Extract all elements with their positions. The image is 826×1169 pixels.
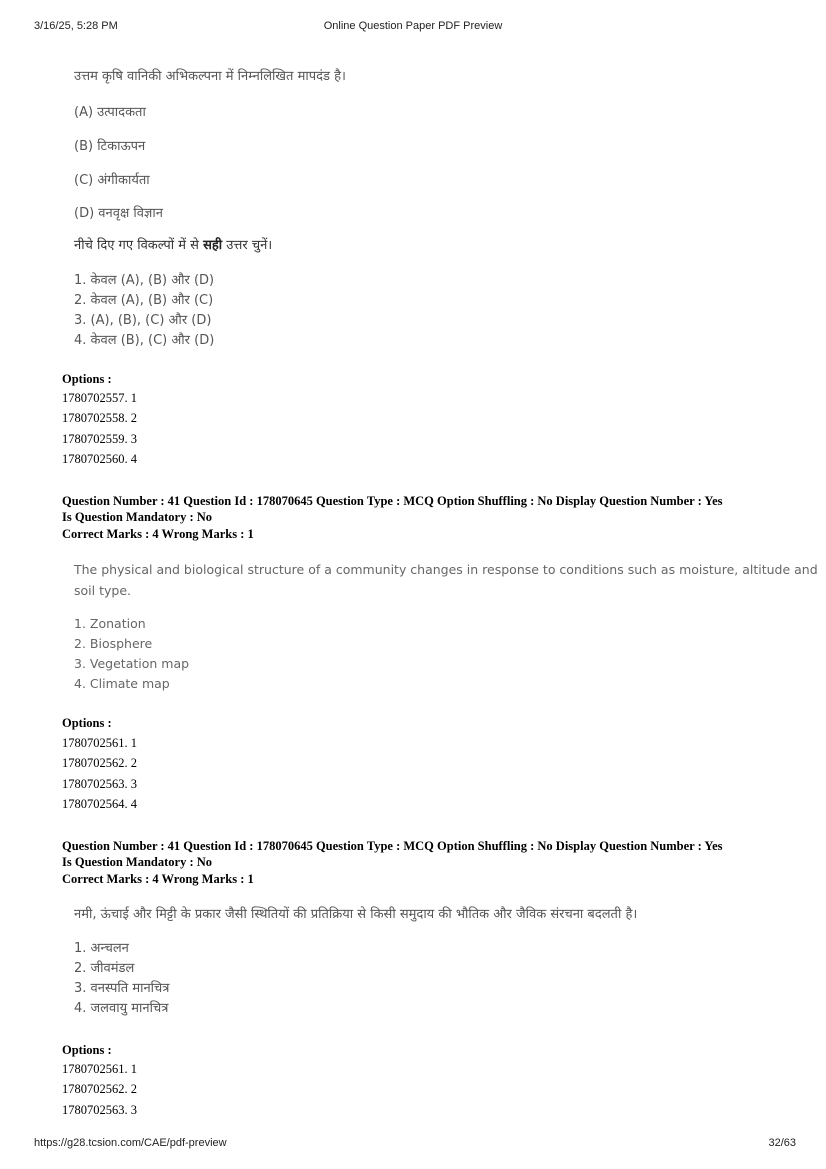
option-id: 1780702562. 2 [62, 1082, 137, 1097]
options-list [62, 733, 137, 815]
question-stem: उत्तम कृषि वानिकी अभिकल्पना में निम्नलिखित मापदंड है। [74, 69, 346, 84]
answer-choice: 1. अन्चलन [74, 941, 129, 956]
question-mandatory: Is Question Mandatory : No [62, 510, 213, 524]
answer-choice: 3. (A), (B), (C) और (D) [74, 313, 212, 328]
question-item: (C) अंगीकार्यता [74, 173, 150, 188]
instruction-text: उत्तर चुनें। [222, 238, 273, 253]
option-id: 1780702560. 4 [62, 452, 137, 467]
options-label: Options : [62, 716, 112, 730]
page-url: https://g28.tcsion.com/CAE/pdf-preview [34, 1137, 227, 1149]
answer-choice: 2. जीवमंडल [74, 961, 135, 976]
options-label: Options : [62, 1043, 112, 1057]
option-id: 1780702561. 1 [62, 1062, 137, 1076]
option-id: 1780702561. 1 [62, 736, 137, 750]
question-2-body [74, 562, 818, 702]
answer-choice: 2. केवल (A), (B) और (C) [74, 293, 214, 308]
answer-choice: 4. केवल (B), (C) और (D) [74, 333, 215, 348]
options-list [62, 1059, 137, 1120]
answer-choice: 3. Vegetation map [74, 656, 190, 671]
question-instruction [74, 235, 272, 253]
question-item: (D) वनवृक्ष विज्ञान [74, 206, 163, 221]
option-id: 1780702563. 3 [62, 1102, 137, 1117]
answer-choice: 4. Climate map [74, 676, 170, 691]
page-title: Online Question Paper PDF Preview [323, 20, 503, 32]
print-datetime: 3/16/25, 5:28 PM [34, 20, 118, 32]
question-meta-line: Question Number : 41 Question Id : 178070645 Question Type : MCQ Option Shuffling : No Display Question Number : Yes [62, 494, 723, 508]
option-id: 1780702559. 3 [62, 431, 137, 446]
question-1-body [74, 66, 794, 356]
instruction-text: नीचे दिए गए विकल्पों में से [74, 238, 204, 253]
question-marks: Correct Marks : 4 Wrong Marks : 1 [62, 527, 254, 541]
question-3-body [74, 904, 794, 1024]
option-id: 1780702557. 1 [62, 391, 137, 405]
question-mandatory: Is Question Mandatory : No [62, 855, 213, 869]
options-label: Options : [62, 372, 112, 386]
question-item: (B) टिकाऊपन [74, 139, 146, 154]
options-list [62, 388, 137, 470]
option-id: 1780702562. 2 [62, 756, 137, 771]
question-stem: The physical and biological structure of a community changes in response to conditions such as moisture, altitude and [74, 562, 818, 577]
question-meta-line: Question Number : 41 Question Id : 178070645 Question Type : MCQ Option Shuffling : No Display Question Number : Yes [62, 839, 723, 853]
option-id: 1780702564. 4 [62, 797, 137, 812]
instruction-emphasis: सही [203, 238, 223, 253]
answer-choice: 3. वनस्पति मानचित्र [74, 981, 170, 996]
page-number: 32/63 [768, 1137, 796, 1149]
question-item: (A) उत्पादकता [74, 105, 146, 120]
answer-choice: 2. Biosphere [74, 636, 153, 651]
answer-choice: 4. जलवायु मानचित्र [74, 1001, 169, 1016]
answer-choice: 1. Zonation [74, 616, 146, 631]
question-stem: नमी, ऊंचाई और मिट्टी के प्रकार जैसी स्थितियों की प्रतिक्रिया से किसी समुदाय की भौतिक और जैविक संरचना बदलती है। [74, 907, 638, 922]
option-id: 1780702563. 3 [62, 776, 137, 791]
question-marks: Correct Marks : 4 Wrong Marks : 1 [62, 872, 254, 886]
question-stem-cont: soil type. [74, 583, 131, 598]
option-id: 1780702558. 2 [62, 411, 137, 426]
answer-choice: 1. केवल (A), (B) और (D) [74, 273, 215, 288]
